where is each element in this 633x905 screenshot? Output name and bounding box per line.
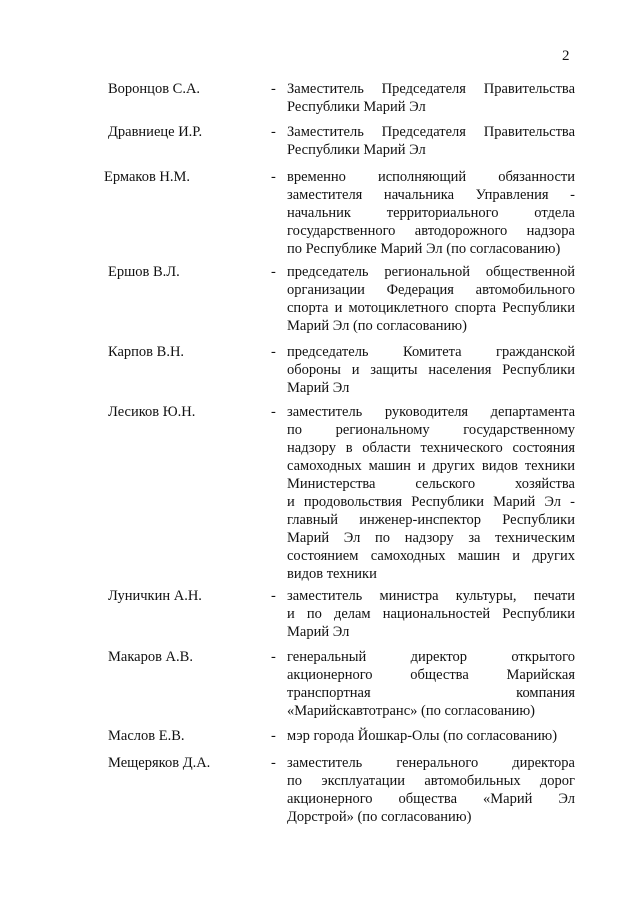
role-line: видов техники (287, 566, 377, 582)
member-role (287, 403, 575, 583)
member-name: Маслов Е.В. (108, 728, 185, 744)
role-line: заместитель министра культуры, печати (287, 588, 575, 604)
member-role (287, 648, 575, 720)
role-line: акционерного общества Марийская (287, 667, 575, 683)
role-line: Марий Эл (по согласованию) (287, 318, 467, 334)
role-line: по региональному государственному (287, 422, 575, 438)
member-name: Воронцов С.А. (108, 81, 201, 97)
member-role (287, 754, 575, 826)
role-line: по эксплуатации автомобильных дорог (287, 773, 575, 789)
role-line: мэр города Йошкар-Олы (по согласованию) (287, 728, 558, 744)
role-line: заместитель руководителя департамента (287, 404, 575, 420)
role-line: Заместитель Председателя Правительства (287, 124, 575, 140)
role-line: по Республике Марий Эл (по согласованию) (287, 241, 561, 257)
role-line: «Марийскавтотранс» (по согласованию) (287, 703, 535, 719)
role-line: Министерства сельского хозяйства (287, 476, 575, 492)
role-line: и по делам национальностей Республики (287, 606, 575, 622)
member-name: Мещеряков Д.А. (108, 755, 211, 771)
role-line: надзору в области технического состояния (287, 440, 575, 456)
role-line: состоянием самоходных машин и других (287, 548, 575, 564)
role-line: транспортная компания (287, 685, 575, 701)
role-line: акционерного общества «Марий Эл (287, 791, 575, 807)
role-line: начальник территориального отдела (287, 205, 575, 221)
member-name: Ермаков Н.М. (104, 169, 191, 185)
member-name: Макаров А.В. (108, 649, 193, 665)
separator-dash: - (271, 588, 276, 604)
separator-dash: - (271, 755, 276, 771)
role-line: председатель Комитета гражданской (287, 344, 575, 360)
role-line: председатель региональной общественной (287, 264, 575, 280)
separator-dash: - (271, 728, 276, 744)
role-line: временно исполняющий обязанности (287, 169, 575, 185)
role-line: Заместитель Председателя Правительства (287, 81, 575, 97)
member-name: Лесиков Ю.Н. (108, 404, 196, 420)
separator-dash: - (271, 124, 276, 140)
role-line: Марий Эл (287, 380, 350, 396)
role-line: Марий Эл по надзору за техническим (287, 530, 575, 546)
member-role (287, 168, 575, 258)
member-role (287, 80, 575, 116)
role-line: спорта и мотоциклетного спорта Республики (287, 300, 575, 316)
role-line: Марий Эл (287, 624, 350, 640)
role-line: обороны и защиты населения Республики (287, 362, 575, 378)
member-role (287, 727, 575, 745)
member-name: Карпов В.Н. (108, 344, 185, 360)
member-name: Луничкин А.Н. (108, 588, 202, 604)
role-line: и продовольствия Республики Марий Эл - (287, 494, 575, 510)
member-name: Ершов В.Л. (108, 264, 180, 280)
member-name: Дравниеце И.Р. (108, 124, 203, 140)
separator-dash: - (271, 649, 276, 665)
member-role (287, 263, 575, 335)
separator-dash: - (271, 169, 276, 185)
separator-dash: - (271, 81, 276, 97)
separator-dash: - (271, 344, 276, 360)
page-number: 2 (562, 48, 570, 64)
role-line: Республики Марий Эл (287, 142, 426, 158)
member-role (287, 123, 575, 159)
role-line: заместитель генерального директора (287, 755, 575, 771)
role-line: главный инженер-инспектор Республики (287, 512, 575, 528)
role-line: государственного автодорожного надзора (287, 223, 575, 239)
role-line: генеральный директор открытого (287, 649, 575, 665)
role-line: заместителя начальника Управления - (287, 187, 575, 203)
role-line: Дорстрой» (по согласованию) (287, 809, 472, 825)
member-role (287, 587, 575, 641)
role-line: организации Федерация автомобильного (287, 282, 575, 298)
role-line: Республики Марий Эл (287, 99, 426, 115)
separator-dash: - (271, 264, 276, 280)
role-line: самоходных машин и других видов техники (287, 458, 575, 474)
separator-dash: - (271, 404, 276, 420)
member-role (287, 343, 575, 397)
